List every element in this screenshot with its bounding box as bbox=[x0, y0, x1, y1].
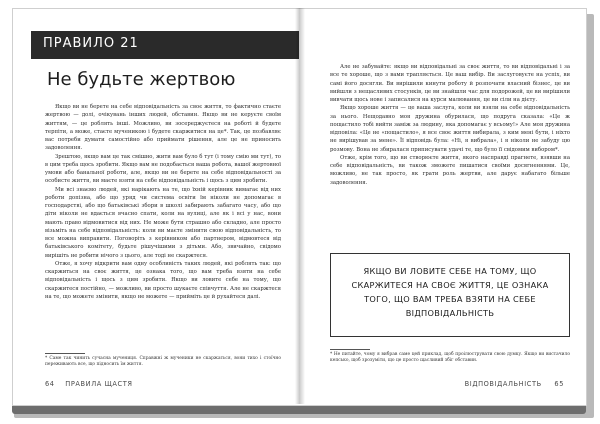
left-body-text bbox=[45, 103, 281, 301]
pull-quote-box bbox=[330, 253, 570, 337]
right-page bbox=[300, 8, 587, 406]
left-footer bbox=[45, 380, 133, 388]
right-footer bbox=[465, 380, 564, 388]
running-title: ПРАВИЛА ЩАСТЯ bbox=[65, 380, 133, 388]
chapter-heading: Не будьте жертвою bbox=[47, 69, 236, 90]
rule-banner bbox=[31, 31, 299, 59]
footnote-divider bbox=[330, 349, 370, 350]
paragraph: Якщо ви не берете на себе відповідальність за своє життя, то фактично стаєте жертвою — долі, очікувань інших людей, обставин. Якщо ви не керуєте своїм життям, — це роблять інші. Можливо, ви зосереджуєтеся на роботі й будете терпіти, а може, стаєте мученикою і будете скаржитися на це*. Так, це позбавляє вас потреби думати самостійно або приймати рішення, але це не приносить задоволення. bbox=[45, 104, 281, 152]
paragraph: Отже, крім того, що ви створюєте життя, якого насправді прагнете, взявши на себе відповідальність, ви також зможете пишатися своїми досягненнями. Це, можливо, не так просто, як грати роль жертви, але дарує набагато більше задоволення. bbox=[330, 154, 570, 186]
paragraph: Отже, я хочу відкрити вам одну особливість таких людей, які роблять так: що скаржиться на своє життя, це ознака того, що вам треба взяти на себе відповідальність і щось з цим зробити. Якщо ви ловите себе на тому, що скаржитеся постійно, — можливо, ви просто шукаєте співчуття. Але не скаржтеся на те, що можете змінити, якщо не можете — прийміть це й рухайтеся далі. bbox=[45, 260, 281, 300]
open-book bbox=[10, 8, 592, 416]
book-gutter bbox=[295, 8, 305, 404]
left-footnote: * Саме так чинить сучасна мучениця. Справжні ж мученики не скаржаться, вони тихо і стоїчно переживають все, що підносить їм життя. bbox=[45, 356, 281, 367]
footnote-divider bbox=[45, 353, 85, 354]
paragraph: Ми всі знаємо людей, які нарікають на те, що їхній керівник вимагає від них роботи допізна, або що уряд чи система освіти їм ніколи не допомагає в господарстві, або що батьківські збори в школі забирають забагато часу, або що діти ніколи не вдається вчасно спати, коли на вулиці, але як і всі у нас, вони мають право відмовитися від них. Не може бути страшно або складно, але просто візьміть на себе відповідальність: коли ви маєте змінити свою відповідальність, то все можна виправити. Поговоріть з керівником або партнером, відмовтеся від батьківського комітету, будьте рішучішими з дітьми. Або, звичайно, свідомо вирішіть не робити нічого з цього, але тоді не скаржтеся. bbox=[45, 186, 281, 259]
right-body-text bbox=[330, 63, 570, 187]
rule-label: ПРАВИЛО 21 bbox=[43, 36, 139, 51]
running-title: ВІДПОВІДАЛЬНІСТЬ bbox=[464, 380, 542, 388]
paragraph: Якщо хороше життя — це ваша заслуга, коли ви взяли на себе відповідальність за нього. Нещодавно моя дружина обурилася, що подруга сказала: «Це ж пощастило тобі вийти заміж за людину, яка допомагає у всьому!» Але моя дружина відповіла: «Це не «пощастило», я все своє життя вибирала, з ким мені бути, і ніхто не вирішував за мене». Її відповідь була: «Ні, я вибрала», і я ніколи не забуду цю розмову. Вона не збиралася приписувати удачі те, що було її свідомим вибором*. bbox=[330, 105, 570, 153]
paragraph: Зрештою, якщо вам це так смішно, жити вам було б тут (і тому смію ми тут), то в цим треба щось зробити. Якщо вам не подобається ваша робота, вашої жертовної умови або банальної роботи, але, якщо ви не берете на себе відповідальності за особисте життя, ви маєте взяти на себе відповідальність і щось з цим зробити. bbox=[45, 153, 281, 185]
left-page bbox=[12, 8, 301, 406]
page-number: 64 bbox=[45, 380, 55, 388]
paragraph: Але не забувайте: якщо ви відповідальні за своє життя, то ви відповідальні і за все те хороше, що з вами трапляється. Це ваш вибір. Ви заслуговуєте на успіх, ви самі його досягли. Ви вирішили кинути роботу й розпочати власний бізнес, це ви вийшли з нещасливих стосунків, це ви знайшли час для подорожей, це ви вирішили вивчати щось нове і записалися на курси малювання, це ви сіли на дієту. bbox=[330, 64, 570, 103]
page-number: 65 bbox=[554, 380, 564, 388]
right-footnote: * Не питайте, чому я вибрав саме цей приклад, щоб проілюструвати свою думку. Якщо ви вистачило кепсько, щоб зрозуміти, що це просто щасливий збіг обставин. bbox=[330, 352, 570, 363]
pull-quote: ЯКЩО ВИ ЛОВИТЕ СЕБЕ НА ТОМУ, ЩО СКАРЖИТЕСЯ НА СВОЄ ЖИТТЯ, ЦЕ ОЗНАКА ТОГО, ЩО ВАМ ТРЕБА ВЗЯТИ НА СЕБЕ ВІДПОВІДАЛЬНІСТЬ bbox=[351, 266, 549, 318]
